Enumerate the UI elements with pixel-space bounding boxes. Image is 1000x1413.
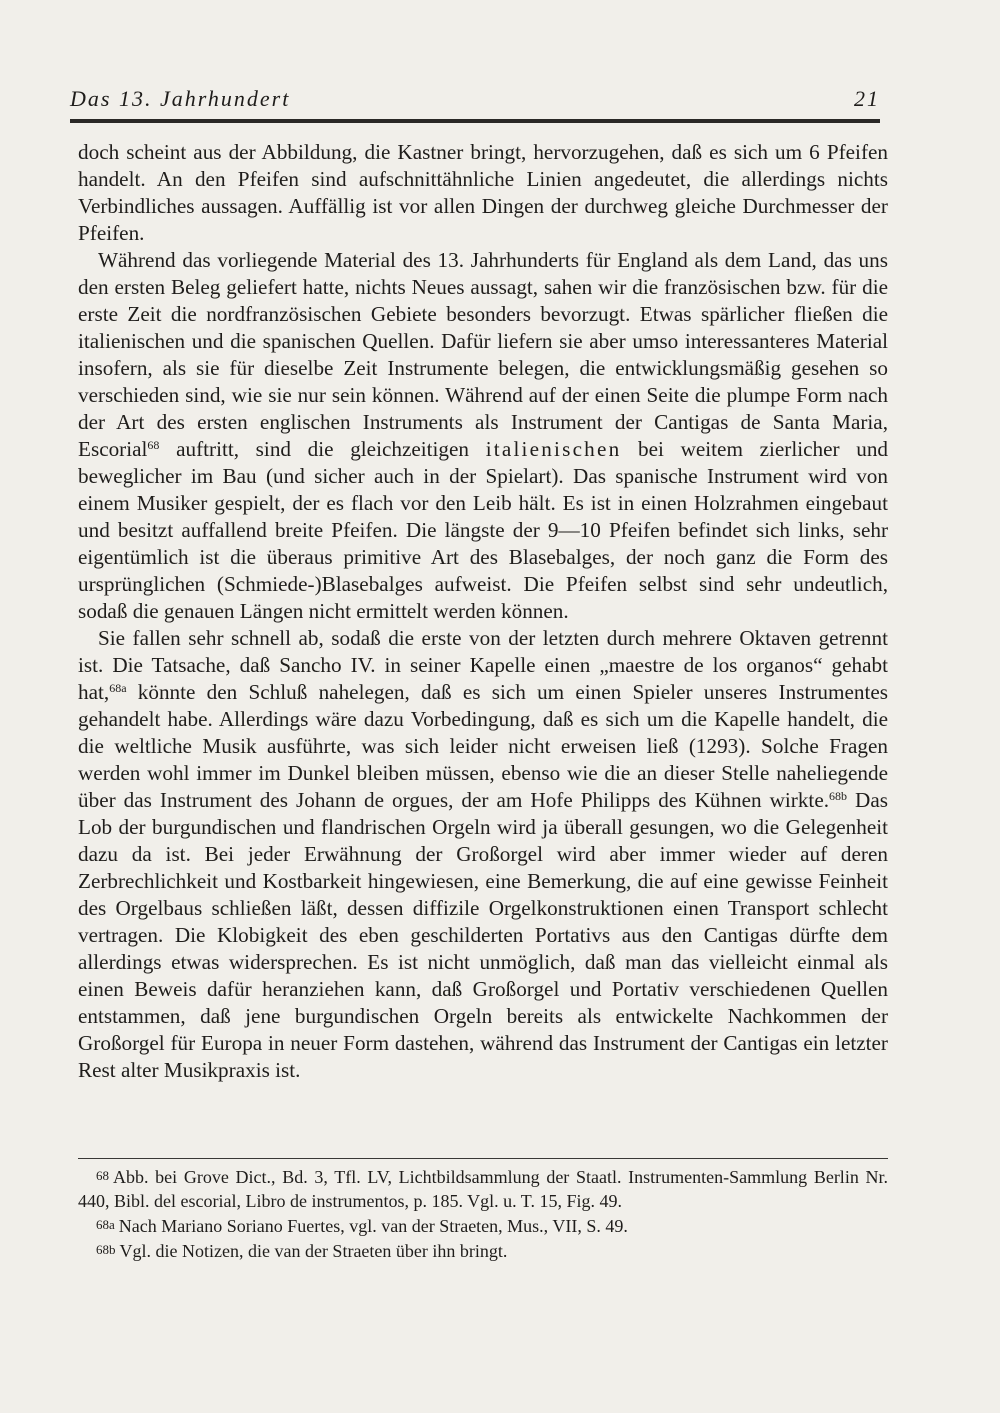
footnote-rule bbox=[78, 1158, 888, 1159]
footnote-ref-68b: 68b bbox=[829, 789, 848, 803]
footnote-mark: 68b bbox=[96, 1242, 116, 1257]
header-rule bbox=[70, 119, 880, 123]
paragraph-3 bbox=[78, 625, 888, 1084]
footnote-68a bbox=[78, 1213, 888, 1238]
footnote-ref-68a: 68a bbox=[109, 681, 127, 695]
paragraph-2-part-a: Während das vorliegende Material des 13. Jahrhunderts für England als dem Land, das uns den ersten Beleg geliefert hatte, nichts Neues aussagt, sahen wir die französischen bzw. für die erste Zeit die nordfranzösischen Gebiete besonders bevorzugt. Etwas spärlicher fließen die italienischen und die spanischen Quellen. Dafür liefern sie aber umso interessanteres Material insofern, als sie für dieselbe Zeit Instrumente belegen, die entwicklungsmäßig gesehen so verschieden sind, wie sie nur sein können. Während auf der einen Seite die plumpe Form nach der Art des ersten englischen Instruments als Instrument der Cantigas de Santa Maria, Escorial bbox=[78, 248, 888, 461]
footnote-68b bbox=[78, 1238, 888, 1263]
footnote-text: Nach Mariano Soriano Fuertes, vgl. van der Straeten, Mus., VII, S. 49. bbox=[118, 1216, 628, 1236]
paragraph-1: doch scheint aus der Abbildung, die Kastner bringt, hervorzugehen, daß es sich um 6 Pfeifen handelt. An den Pfeifen sind aufschnittähnliche Linien angedeutet, die allerdings nichts Verbindliches aussagen. Auffällig ist vor allen Dingen der durchweg gleiche Durchmesser der Pfeifen. bbox=[78, 140, 888, 245]
paragraph-3-part-b: könnte den Schluß nahelegen, daß es sich um einen Spieler unseres Instrumentes gehandelt habe. Allerdings wäre dazu Vorbedingung, daß es sich um die Kapelle handelt, die die weltliche Musik ausführte, was sich leider nicht erweisen ließ (1293). Solche Fragen werden wohl immer im Dunkel bleiben müssen, ebenso wie die an dieser Stelle naheliegende über das Instrument des Johann de orgues, der am Hofe Philipps des Kühnen wirkte. bbox=[78, 680, 888, 812]
page-number: 21 bbox=[854, 86, 880, 111]
spaced-emphasis: italienischen bbox=[485, 437, 622, 461]
footnotes bbox=[78, 1164, 888, 1263]
body-text bbox=[78, 139, 888, 1084]
paragraph-3-part-c: Das Lob der burgundischen und flandrischen Orgeln wird ja überall gesungen, wo die Gelegenheit dazu da ist. Bei jeder Erwähnung der Großorgel wird aber immer wieder auf deren Zerbrechlichkeit und Kostbarkeit hingewiesen, eine Bemerkung, die auf eine gewisse Feinheit des Orgelbaus schließen läßt, dessen diffizile Orgelkonstruktionen einen Transport schlecht vertragen. Die Klobigkeit des eben geschilderten Portativs aus den Cantigas dürfte dem allerdings etwas widersprechen. Es ist nicht unmöglich, daß man das vielleicht einmal als einen Beweis dafür heranziehen kann, daß Großorgel und Portativ verschiedenen Quellen entstammen, daß jene burgundischen Orgeln bereits als entwickelte Nachkommen der Großorgel für Europa in neuer Form dastehen, während das Instrument der Cantigas ein letzter Rest alter Musikpraxis ist. bbox=[78, 788, 888, 1082]
paragraph-3-part-a: Sie fallen sehr schnell ab, sodaß die erste von der letzten durch mehrere Oktaven getrennt ist. Die Tatsache, daß Sancho IV. in seiner Kapelle einen „maestre de los organos“ gehabt hat, bbox=[78, 626, 888, 704]
footnote-mark: 68 bbox=[96, 1168, 109, 1183]
footnote-text: Abb. bei Grove Dict., Bd. 3, Tfl. LV, Lichtbildsammlung der Staatl. Instrumenten-Sammlung Berlin Nr. 440, Bibl. del escorial, Libro de instrumentos, p. 185. Vgl. u. T. 15, Fig. 49. bbox=[78, 1167, 888, 1211]
footnote-text: Vgl. die Notizen, die van der Straeten über ihn bringt. bbox=[119, 1241, 508, 1261]
footnote-ref-68: 68 bbox=[147, 438, 160, 452]
paragraph-2-part-b: auftritt, sind die gleichzeitigen bbox=[159, 437, 486, 461]
paragraph-2-part-c: bei weitem zierlicher und beweglicher im Bau (und sicher auch in der Spielart). Das spanische Instrument wird von einem Musiker gespielt, der es flach vor den Leib hält. Es ist in einen Holzrahmen eingebaut und besitzt auffallend breite Pfeifen. Die längste der 9—10 Pfeifen befindet sich links, sehr eigentümlich ist die überaus primitive Art des Blasebalges, der noch ganz die Form des ursprünglichen (Schmiede-)Blasebalges aufweist. Die Pfeifen selbst sind sehr undeutlich, sodaß die genauen Längen nicht ermittelt werden können. bbox=[78, 437, 889, 623]
page-header bbox=[70, 86, 880, 112]
paragraph-2 bbox=[78, 247, 888, 625]
running-title: Das 13. Jahrhundert bbox=[70, 86, 291, 111]
footnote-68 bbox=[78, 1164, 888, 1213]
footnote-mark: 68a bbox=[96, 1217, 115, 1232]
